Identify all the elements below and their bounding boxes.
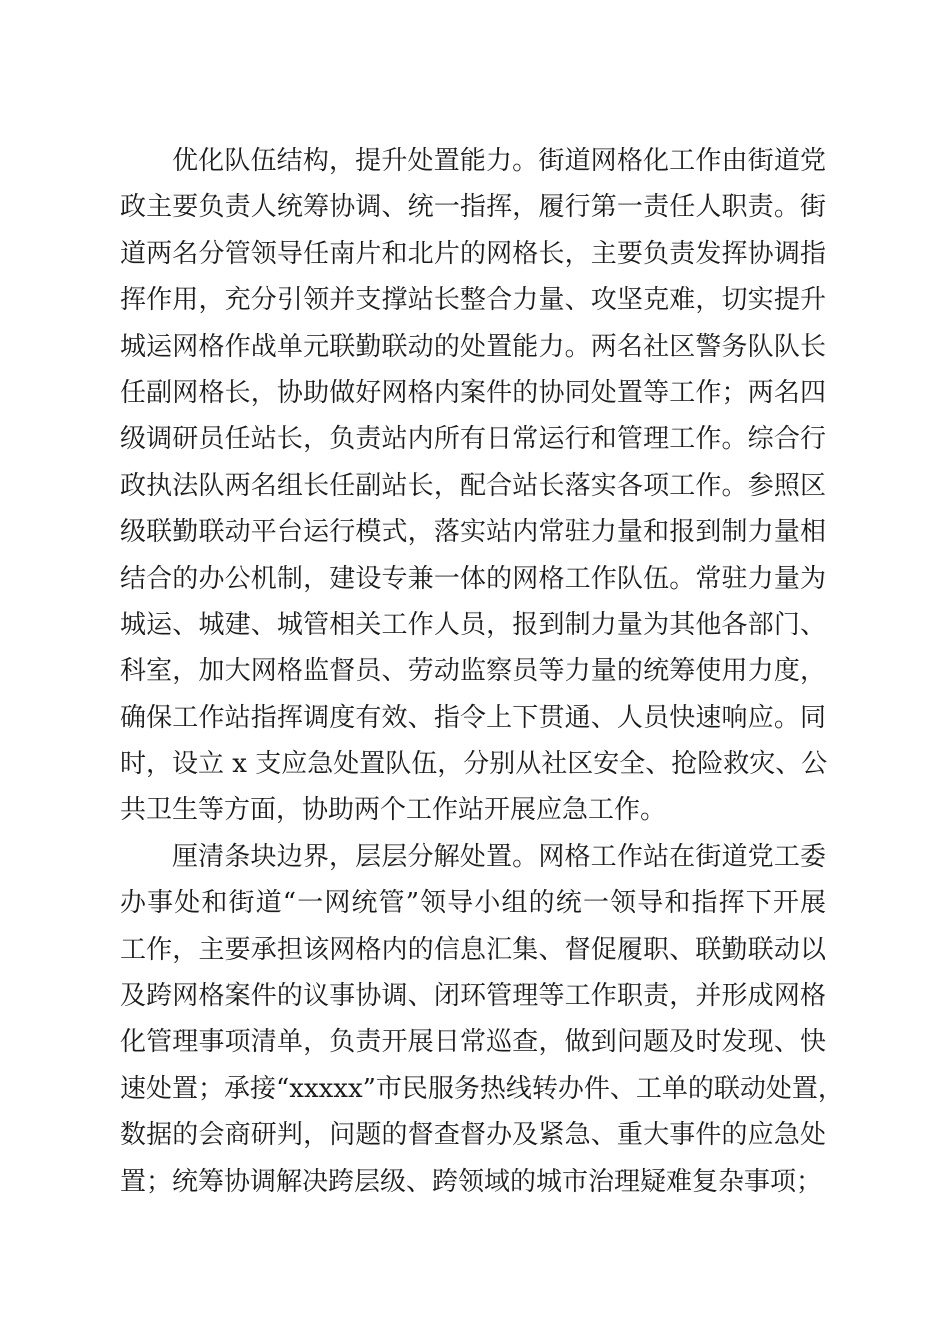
text-line: 政执法队两名组长任副站长，配合站长落实各项工作。参照区 bbox=[120, 470, 826, 501]
text-line: 厘清条块边界，层层分解处置。网格工作站在街道党工委 bbox=[172, 841, 826, 872]
text-line: 优化队伍结构，提升处置能力。街道网格化工作由街道党 bbox=[172, 146, 826, 176]
text-line: 任副网格长，协助做好网格内案件的协同处置等工作；两名四 bbox=[120, 377, 826, 408]
text-line: 结合的办公机制，建设专兼一体的网格工作队伍。常驻力量为 bbox=[120, 563, 826, 594]
text-line: 级联勤联动平台运行模式，落实站内常驻力量和报到制力量相 bbox=[120, 517, 826, 548]
text-line: 共卫生等方面，协助两个工作站开展应急工作。 bbox=[120, 795, 667, 826]
text-line: 城运网格作战单元联勤联动的处置能力。两名社区警务队队长 bbox=[120, 331, 826, 362]
text-line: 级调研员任站长，负责站内所有日常运行和管理工作。综合行 bbox=[120, 424, 826, 455]
text-line: 化管理事项清单，负责开展日常巡查，做到问题及时发现、快 bbox=[120, 1027, 826, 1058]
paragraph-boundaries bbox=[120, 834, 844, 1205]
text-line: 确保工作站指挥调度有效、指令上下贯通、人员快速响应。同 bbox=[120, 702, 826, 733]
text-line: 道两名分管领导任南片和北片的网格长，主要负责发挥协调指 bbox=[120, 238, 826, 269]
text-line: 挥作用，充分引领并支撑站长整合力量、攻坚克难，切实提升 bbox=[120, 285, 826, 316]
text-line: 数据的会商研判，问题的督查督办及紧急、重大事件的应急处 bbox=[120, 1120, 826, 1151]
text-line: 科室，加大网格监督员、劳动监察员等力量的统筹使用力度， bbox=[120, 656, 826, 687]
text-line: 及跨网格案件的议事协调、闭环管理等工作职责，并形成网格 bbox=[120, 981, 826, 1012]
text-line: 工作，主要承担该网格内的信息汇集、督促履职、联勤联动以 bbox=[120, 934, 826, 965]
text-line: 置；统筹协调解决跨层级、跨领域的城市治理疑难复杂事项； bbox=[120, 1166, 823, 1197]
text-line: 办事处和街道“一网统管”领导小组的统一领导和指挥下开展 bbox=[120, 888, 826, 919]
text-line: 速处置；承接“xxxxx”市民服务热线转办件、工单的联动处置， bbox=[120, 1073, 844, 1104]
text-line: 时，设立 x 支应急处置队伍，分别从社区安全、抢险救灾、公 bbox=[120, 749, 828, 780]
paragraph-team-structure bbox=[120, 138, 826, 834]
text-line: 城运、城建、城管相关工作人员，报到制力量为其他各部门、 bbox=[120, 609, 826, 640]
document-body bbox=[120, 138, 844, 1205]
text-line: 政主要负责人统筹协调、统一指挥，履行第一责任人职责。街 bbox=[120, 192, 826, 223]
